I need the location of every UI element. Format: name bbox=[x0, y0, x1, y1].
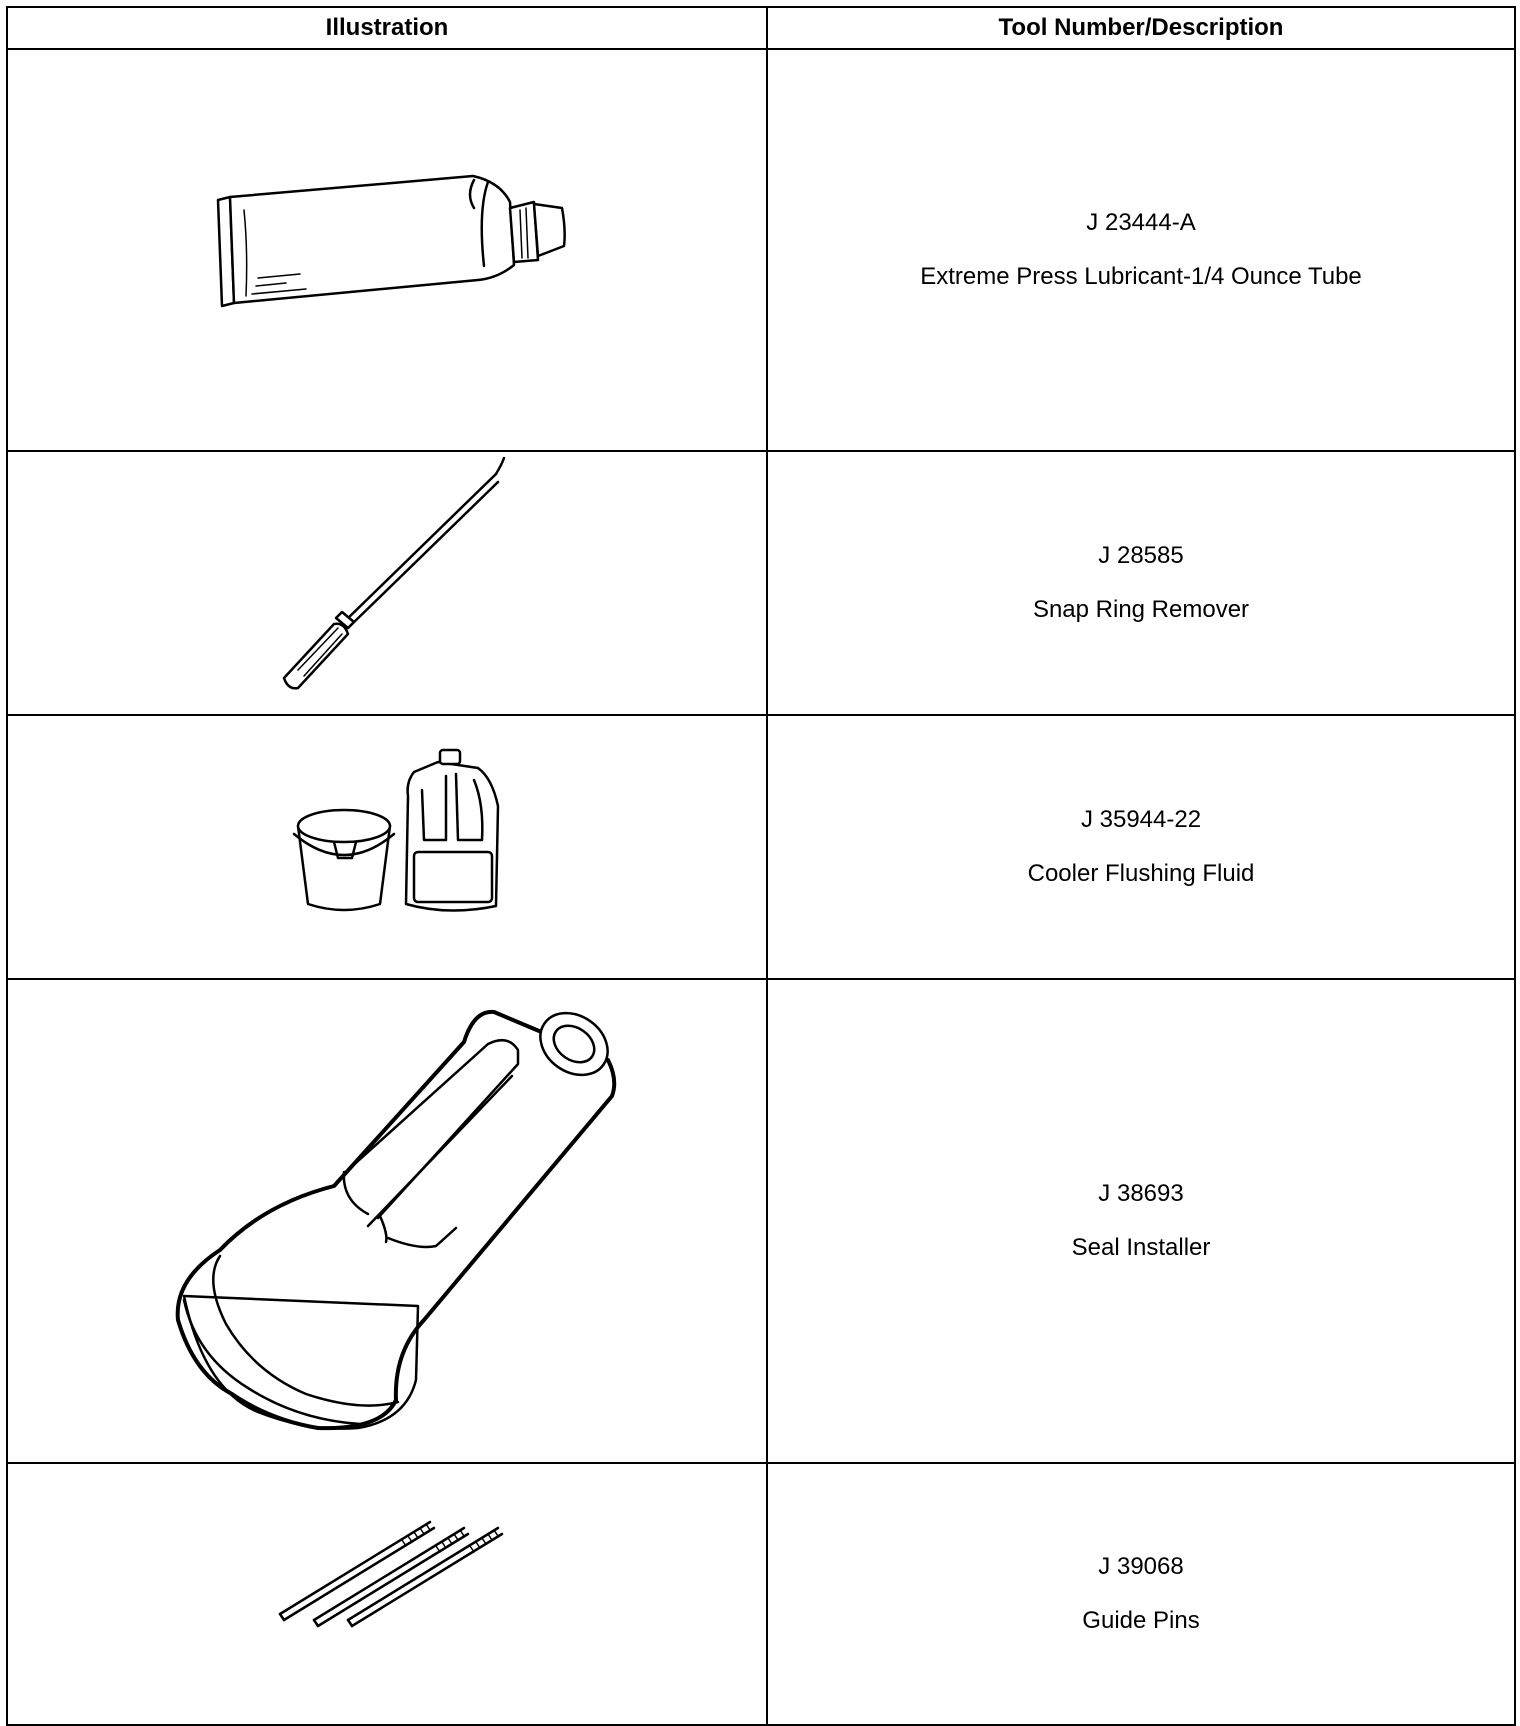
tool-number: J 35944-22 bbox=[1080, 806, 1202, 833]
table-row bbox=[7, 1463, 1515, 1725]
tool-description: Guide Pins bbox=[1082, 1607, 1200, 1634]
table-row bbox=[7, 979, 1515, 1463]
tool-number: J 28585 bbox=[1098, 542, 1184, 569]
snap-ring-remover-icon bbox=[8, 452, 764, 714]
description-cell bbox=[767, 715, 1515, 979]
seal-installer-icon bbox=[8, 980, 764, 1462]
tool-number: J 38693 bbox=[1098, 1180, 1184, 1207]
tool-description: Snap Ring Remover bbox=[1032, 596, 1250, 623]
guide-pins-icon bbox=[8, 1464, 764, 1724]
illustration-cell bbox=[7, 49, 767, 451]
tool-number: J 39068 bbox=[1098, 1553, 1184, 1580]
tool-description: Seal Installer bbox=[1071, 1234, 1211, 1261]
table-row bbox=[7, 49, 1515, 451]
tool-description: Extreme Press Lubricant-1/4 Ounce Tube bbox=[920, 263, 1362, 290]
tool-description: Cooler Flushing Fluid bbox=[1027, 860, 1255, 887]
special-tools-table bbox=[6, 6, 1516, 1726]
illustration-cell bbox=[7, 715, 767, 979]
table-row bbox=[7, 715, 1515, 979]
flushing-fluid-bottle-icon bbox=[8, 716, 764, 978]
description-cell bbox=[767, 1463, 1515, 1725]
lubricant-tube-icon bbox=[8, 50, 764, 450]
illustration-cell bbox=[7, 451, 767, 715]
illustration-cell bbox=[7, 979, 767, 1463]
table-row bbox=[7, 451, 1515, 715]
header-row bbox=[7, 7, 1515, 49]
tool-description-header: Tool Number/Description bbox=[767, 7, 1515, 49]
description-cell bbox=[767, 451, 1515, 715]
illustration-header: Illustration bbox=[7, 7, 767, 49]
description-cell bbox=[767, 979, 1515, 1463]
description-cell bbox=[767, 49, 1515, 451]
illustration-cell bbox=[7, 1463, 767, 1725]
tool-number: J 23444-A bbox=[1086, 209, 1196, 236]
